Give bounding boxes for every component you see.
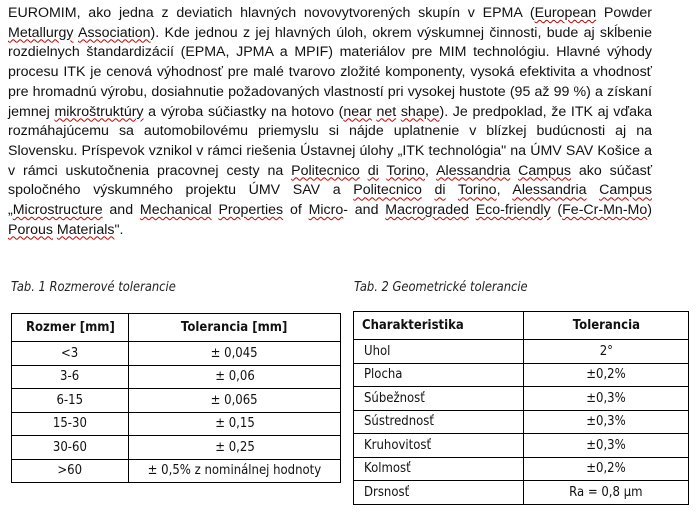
text-run: „: [8, 202, 13, 219]
flagged-word: shape: [400, 103, 440, 120]
cell-text: ±0,3%: [586, 414, 626, 430]
flagged-word: near: [343, 103, 372, 120]
text-run: [469, 202, 476, 218]
cell-text: ±0,2%: [586, 461, 626, 477]
table-cell: [354, 457, 524, 481]
cell-text: ±0,3%: [586, 390, 626, 406]
cell-text: 30-60: [52, 439, 88, 455]
text-run: ). Kde jednou z jej hlavných úloh, okrem výskumnej činnosti, bude aj skĺbenie rozdielnych štandardizácií (EPMA, JPMA a MPIF) materiálov pre MIM technológiu. Hlavné výhody procesu ITK je cenová výhodnosť pre malé tvarovo zložité komponenty, vysoká efektivita a vhodnosť pre hromadnú výrobu, dosiahnutie požadovaných vlastností pri vysokej hustote (95 až 99 %) a získaní jemnej: [8, 24, 652, 120]
table-cell: [12, 436, 129, 460]
column-header-tolerancia: Tolerancia [mm]: [129, 314, 341, 342]
table-row: [12, 389, 341, 413]
table-row: [354, 410, 689, 434]
flagged-word: Macrograded: [385, 202, 469, 219]
table-row: [354, 387, 689, 411]
text-run: of: [283, 202, 309, 219]
table-cell: [12, 342, 129, 366]
flagged-word: Torino: [457, 182, 497, 199]
table-cell: [354, 387, 524, 411]
table-cell: [354, 410, 524, 434]
cell-text: 2°: [599, 343, 613, 359]
flagged-word: Alessandria: [436, 162, 511, 179]
flagged-word: Micro: [308, 202, 344, 219]
table-cell: [354, 481, 524, 505]
cell-text: Kolmosť: [364, 461, 411, 477]
table-row: [12, 412, 341, 436]
table-row: [12, 342, 341, 366]
table-cell: [12, 412, 129, 436]
table-header-row: [12, 314, 341, 342]
table-cell: [524, 340, 689, 364]
flagged-word: Eco-friendly: [475, 202, 551, 219]
flagged-word: Mechanical: [139, 202, 212, 219]
flagged-word: European: [534, 5, 597, 21]
column-header-tolerancia: Tolerancia: [524, 312, 689, 340]
table-cell: [524, 363, 689, 387]
text-run: ,: [496, 182, 513, 199]
cell-text: ± 0,045: [210, 345, 259, 361]
text-run: [510, 163, 518, 179]
flagged-word: Materials: [56, 221, 115, 238]
table-row: [354, 363, 689, 387]
table-cell: [524, 457, 689, 481]
body-paragraph: [8, 4, 652, 240]
table-row: [354, 340, 689, 364]
cell-text: ±0,2%: [586, 367, 626, 383]
table-cell: [12, 459, 129, 483]
flagged-word: Campus: [518, 162, 571, 179]
cell-text: ± 0,15: [214, 416, 255, 432]
cell-text: 15-30: [52, 416, 88, 432]
cell-text: Sústrednosť: [364, 414, 434, 430]
cell-text: ± 0,5% z nominálnej hodnoty: [147, 463, 322, 479]
cell-text: ± 0,06: [214, 369, 255, 385]
table-cell: [129, 412, 341, 436]
table-cell: [354, 363, 524, 387]
flagged-word: Politecnico: [291, 162, 360, 179]
flagged-word: Metallurgy: [8, 24, 74, 41]
text-run: [422, 182, 435, 198]
text-run: ".: [114, 221, 124, 238]
table-cell: [129, 436, 341, 460]
table-cell: [129, 365, 341, 389]
table-row: [354, 481, 689, 505]
cell-text: 3-6: [60, 369, 80, 385]
dimensional-tolerance-table: [11, 313, 341, 483]
table-cell: [12, 389, 129, 413]
flagged-word: mikroštruktúry: [54, 103, 144, 120]
flagged-word: Porous: [8, 221, 53, 238]
table-row: [12, 459, 341, 483]
table-header-row: [354, 312, 689, 340]
cell-text: >60: [57, 463, 83, 479]
table-cell: [524, 481, 689, 505]
cell-text: Drsnosť: [364, 484, 410, 500]
flagged-word: di: [367, 162, 379, 179]
cell-text: ±0,3%: [586, 437, 626, 453]
text-run: [446, 182, 458, 198]
cell-text: ± 0,065: [210, 392, 259, 408]
flagged-word: Properties: [218, 202, 284, 219]
table-cell: [524, 410, 689, 434]
cell-text: Uhol: [364, 343, 391, 359]
text-run: (: [550, 202, 563, 219]
table-cell: [129, 459, 341, 483]
table-cell: [524, 434, 689, 458]
table-cell: [524, 387, 689, 411]
text-run: [587, 182, 600, 198]
cell-text: 6-15: [56, 392, 84, 408]
flagged-word: Politecnico: [353, 182, 422, 199]
text-run: ako súčasť spoločného výskumného projektu ÚMV SAV a: [8, 162, 653, 199]
table2-caption: Tab. 2 Geometrické tolerancie: [354, 280, 528, 295]
text-run: ,: [425, 162, 437, 179]
table-row: [12, 365, 341, 389]
flagged-word: net: [376, 103, 397, 120]
text-run: Powder: [596, 5, 653, 21]
column-header-charakteristika: Charakteristika: [354, 312, 524, 340]
cell-text: Kruhovitosť: [364, 437, 432, 453]
table-cell: [354, 434, 524, 458]
cell-text: Plocha: [364, 367, 403, 383]
geometric-tolerance-table: [353, 311, 689, 505]
cell-text: ± 0,25: [214, 439, 255, 455]
column-header-rozmer: Rozmer [mm]: [12, 314, 129, 342]
flagged-word: Campus: [599, 182, 652, 199]
table1-caption: Tab. 1 Rozmerové tolerancie: [11, 280, 176, 295]
table-row: [354, 434, 689, 458]
text-run: [360, 163, 368, 179]
text-run: EUROMIM, ako jedna z deviatich hlavných novovytvorených skupín v EPMA (: [8, 5, 535, 21]
flagged-word: di: [434, 182, 446, 199]
table-cell: [354, 340, 524, 364]
cell-text: Ra = 0,8 µm: [569, 484, 643, 500]
table-cell: [12, 365, 129, 389]
text-run: ): [647, 202, 652, 219]
table-cell: [129, 389, 341, 413]
table-row: [354, 457, 689, 481]
text-run: a výroba súčiastky na hotovo (: [143, 103, 344, 120]
cell-text: Súbežnosť: [364, 390, 425, 406]
flagged-word: Microstructure: [12, 202, 103, 219]
table-row: [12, 436, 341, 460]
cell-text: <3: [61, 345, 79, 361]
text-run: and: [102, 202, 140, 219]
text-run: ). Je predpoklad, že ITK aj vďaka rozmáhajúcemu sa automobilovému priemyslu si nájde uplatnenie v blízkej budúcnosti aj na Slovensku. Príspevok vznikol v rámci riešenia Ústavnej úlohy „ITK technológia" na ÚMV SAV Košice a v rámci uskutočnenia pracovnej cesty na: [8, 103, 652, 179]
table-cell: [129, 342, 341, 366]
flagged-word: Association: [77, 24, 151, 41]
flagged-word: Fe-Cr-Mn-Mo: [562, 202, 648, 219]
flagged-word: Alessandria: [512, 182, 587, 199]
flagged-word: Torino: [386, 162, 426, 179]
text-run: - and: [343, 202, 386, 219]
